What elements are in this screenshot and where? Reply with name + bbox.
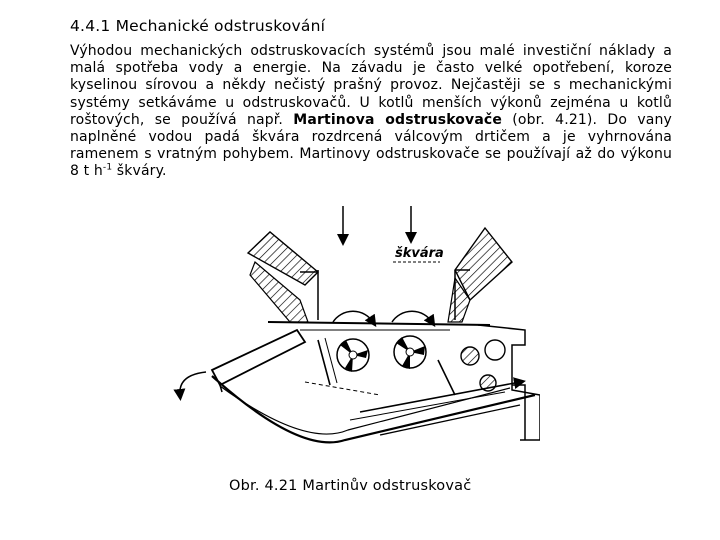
paragraph-superscript: -1 bbox=[102, 162, 113, 173]
figure-label-slag: škvára bbox=[395, 246, 444, 261]
left-hopper-wall bbox=[248, 232, 318, 322]
martin-deslagger-drawing bbox=[150, 200, 540, 455]
figure-caption: Obr. 4.21 Martinův odstruskovač bbox=[229, 478, 472, 494]
paragraph-text-part1: Výhodou mechanických odstruskovacích systémů jsou malé investiční náklady a malá spotřeba vody a energie. Na závadu je často velké opotřebení, koroze kyselinou sírovou a někdy nečistý prašný provoz. Nejčastěji se s mechanickými systémy setkáváme u odstruskovačů. U kotlů menších výkonů zejména u kotlů roštových, se používá např. bbox=[70, 43, 672, 128]
paragraph-text-part2: (obr. 4.21). Do vany naplněné vodou padá škvára rozdrcená válcovým drtičem a je vyhrnována ramenem s vratným pohybem. Martinovy odstruskovače se používají až do výkonu 8 t h bbox=[70, 111, 672, 180]
outflow-arrow bbox=[180, 372, 206, 395]
crusher-rotor-left bbox=[333, 311, 373, 372]
body-paragraph bbox=[70, 43, 672, 181]
crusher-rotor-right bbox=[392, 311, 432, 369]
paragraph-text-part3: škváry. bbox=[112, 163, 167, 180]
discharge-chute bbox=[212, 330, 305, 392]
paragraph-bold-term: Martinova odstruskovače bbox=[293, 111, 503, 128]
right-hopper-wall bbox=[448, 228, 512, 322]
drive-wheel-upper bbox=[461, 340, 505, 365]
section-heading: 4.4.1 Mechanické odstruskování bbox=[70, 17, 326, 35]
